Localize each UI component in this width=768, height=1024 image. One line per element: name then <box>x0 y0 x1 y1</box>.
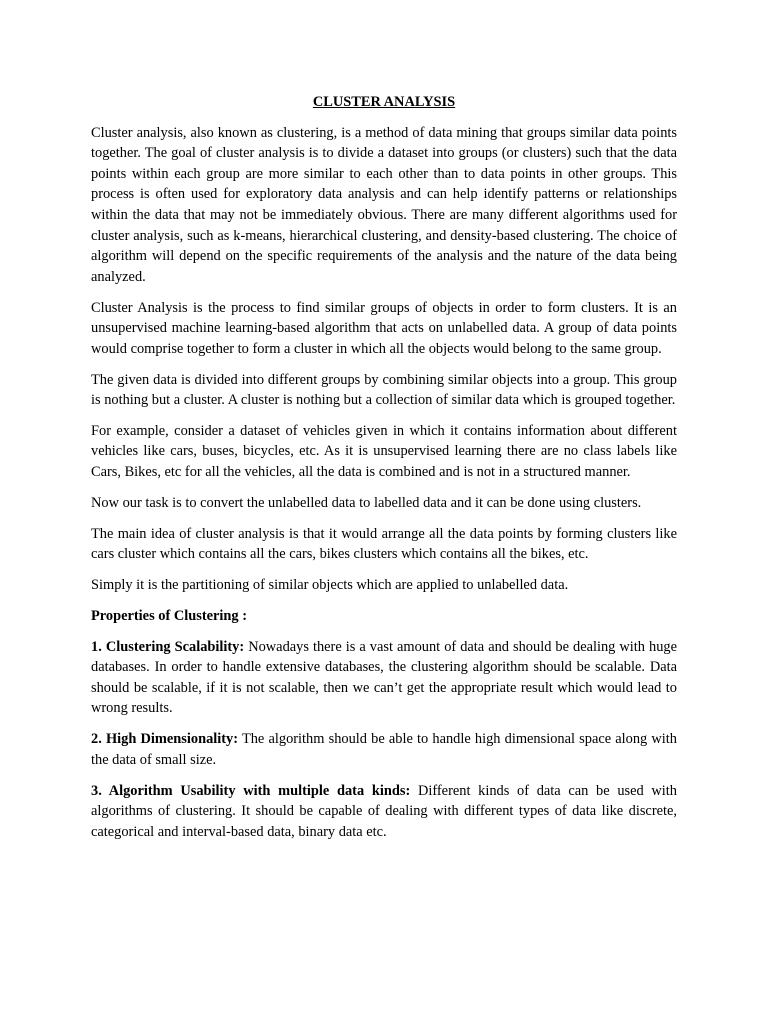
property-text: The algorithm should be able to handle high dimensional space along with the data of small size. <box>91 731 677 768</box>
property-text: Nowadays there is a vast amount of data and should be dealing with huge databases. In order to handle extensive databases, the clustering algorithm should be scalable. Data should be scalable, if it is not scalable, then we can’t get the appropriate result which would lead to wrong results. <box>91 638 677 717</box>
paragraph-summary: Simply it is the partitioning of similar objects which are applied to unlabelled data. <box>91 577 569 593</box>
paragraph-grouping: The given data is divided into different groups by combining similar objects into a group. This group is nothing but a cluster. A cluster is nothing but a collection of similar data which is grouped together. <box>91 371 677 409</box>
paragraph-main-idea: The main idea of cluster analysis is that it would arrange all the data points by forming clusters like cars cluster which contains all the cars, bikes clusters which contains all the bikes, etc. <box>91 525 677 563</box>
property-item <box>91 637 677 719</box>
property-text: Different kinds of data can be used with algorithms of clustering. It should be capable of dealing with different types of data like discrete, categorical and interval-based data, binary data etc. <box>91 782 677 840</box>
property-label: 1. Clustering Scalability: <box>91 638 245 655</box>
properties-heading: Properties of Clustering : <box>91 607 247 624</box>
paragraph-intro: Cluster analysis, also known as clustering, is a method of data mining that groups similar data points together. The goal of cluster analysis is to divide a dataset into groups (or clusters) such that the data points within each group are more similar to each other than to data points in other groups. This process is often used for exploratory data analysis and can help identify patterns or relationships within the data that may not be immediately obvious. There are many different algorithms used for cluster analysis, such as k-means, hierarchical clustering, and density-based clustering. The choice of algorithm will depend on the specific requirements of the analysis and the nature of the data being analyzed. <box>91 124 677 285</box>
paragraph-definition: Cluster Analysis is the process to find similar groups of objects in order to form clusters. It is an unsupervised machine learning-based algorithm that acts on unlabelled data. A group of data points would comprise together to form a cluster in which all the objects would belong to the same group. <box>91 299 677 357</box>
paragraph-example: For example, consider a dataset of vehicles given in which it contains information about different vehicles like cars, buses, bicycles, etc. As it is unsupervised learning there are no class labels like Cars, Bikes, etc for all the vehicles, all the data is combined and is not in a structured manner. <box>91 422 677 481</box>
paragraph-task: Now our task is to convert the unlabelled data to labelled data and it can be done using clusters. <box>91 494 642 511</box>
property-item <box>91 781 677 843</box>
property-label: 2. High Dimensionality: <box>91 731 239 748</box>
property-item <box>91 729 677 770</box>
document-page <box>91 92 677 852</box>
property-label: 3. Algorithm Usability with multiple data kinds: <box>91 782 411 799</box>
document-title: CLUSTER ANALYSIS <box>312 94 456 110</box>
